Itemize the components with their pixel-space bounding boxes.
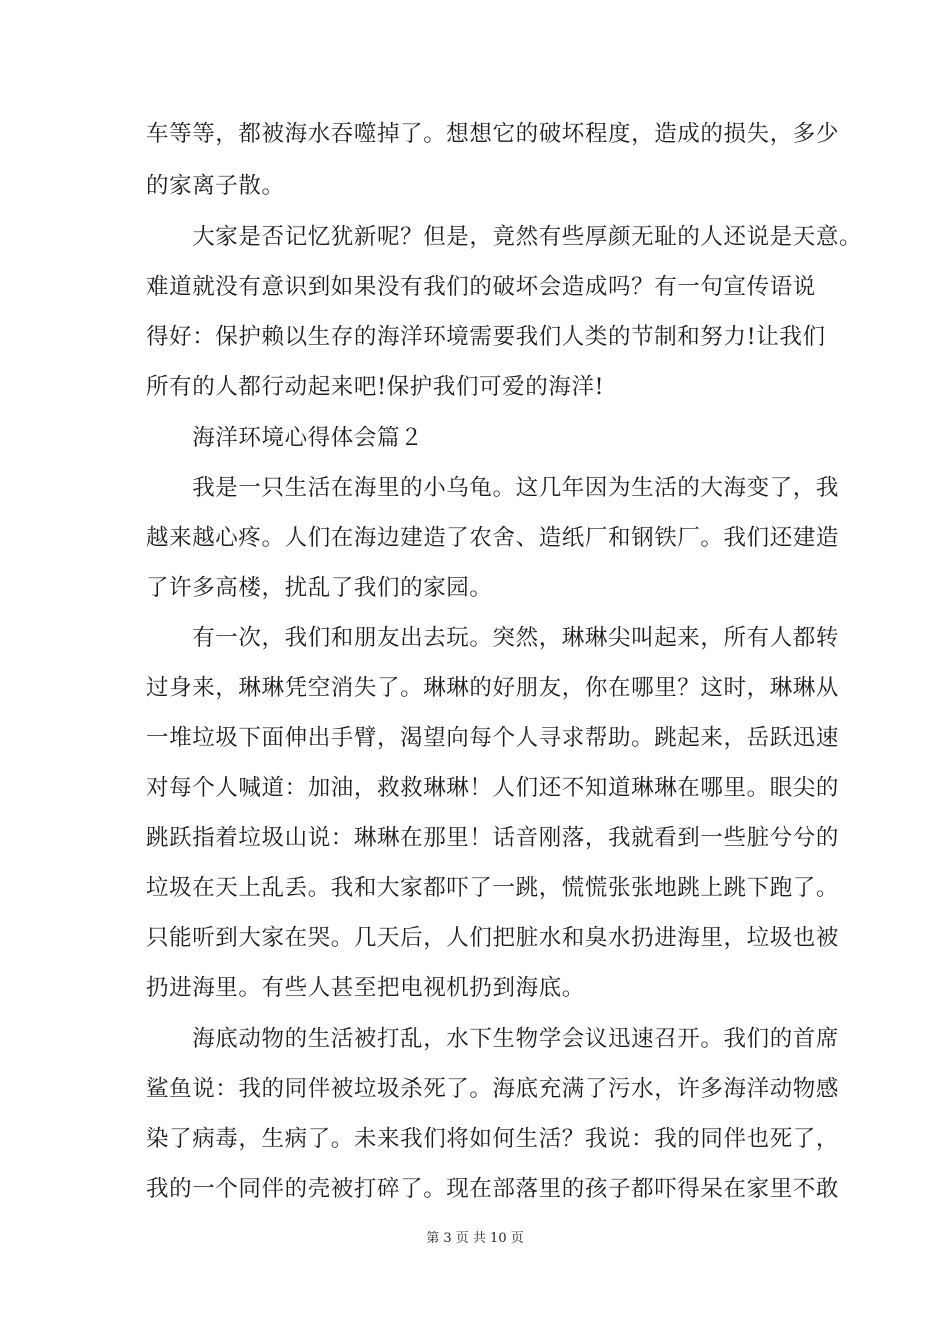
text-line: 大家是否记忆犹新呢？但是，竟然有些厚颜无耻的人还说是天意。 <box>146 224 863 250</box>
text-line: 越来越心疼。人们在海边建造了农舍、造纸厂和钢铁厂。我们还建造 <box>146 525 840 551</box>
text-line: 染了病毒，生病了。未来我们将如何生活？我说：我的同伴也死了， <box>146 1126 840 1152</box>
text-line: 过身来，琳琳凭空消失了。琳琳的好朋友，你在哪里？这时，琳琳从 <box>146 675 840 701</box>
page-number-footer: 第 3 页 共 10 页 <box>426 1231 524 1246</box>
text-line: 垃圾在天上乱丢。我和大家都吓了一跳，慌慌张张地跳上跳下跑了。 <box>146 875 840 901</box>
text-line: 对每个人喊道：加油，救救琳琳！人们还不知道琳琳在哪里。眼尖的 <box>146 775 840 801</box>
text-line: 车等等，都被海水吞噬掉了。想想它的破坏程度，造成的损失，多少 <box>146 121 840 147</box>
text-line: 了许多高楼，扰乱了我们的家园。 <box>146 575 493 601</box>
text-line: 海底动物的生活被打乱，水下生物学会议迅速召开。我们的首席 <box>146 1026 840 1052</box>
text-line: 一堆垃圾下面伸出手臂，渴望向每个人寻求帮助。跳起来，岳跃迅速 <box>146 725 840 751</box>
text-line: 跳跃指着垃圾山说：琳琳在那里！话音刚落，我就看到一些脏兮兮的 <box>146 825 840 851</box>
text-line: 难道就没有意识到如果没有我们的破坏会造成吗？有一句宣传语说 <box>146 274 816 300</box>
text-line: 我的一个同伴的壳被打碎了。现在部落里的孩子都吓得呆在家里不敢 <box>146 1176 840 1202</box>
text-line: 有一次，我们和朋友出去玩。突然，琳琳尖叫起来，所有人都转 <box>146 625 840 651</box>
text-line: 的家离子散。 <box>146 173 285 199</box>
text-line: 我是一只生活在海里的小乌龟。这几年因为生活的大海变了，我 <box>146 475 840 501</box>
text-line: 扔进海里。有些人甚至把电视机扔到海底。 <box>146 975 585 1001</box>
text-line: 只能听到大家在哭。几天后，人们把脏水和臭水扔进海里，垃圾也被 <box>146 925 840 951</box>
text-line: 得好：保护赖以生存的海洋环境需要我们人类的节制和努力!让我们 <box>146 324 826 350</box>
text-line: 鲨鱼说：我的同伴被垃圾杀死了。海底充满了污水，许多海洋动物感 <box>146 1076 840 1102</box>
text-line: 所有的人都行动起来吧!保护我们可爱的海洋! <box>146 374 605 400</box>
section-heading: 海洋环境心得体会篇２ <box>146 425 424 451</box>
